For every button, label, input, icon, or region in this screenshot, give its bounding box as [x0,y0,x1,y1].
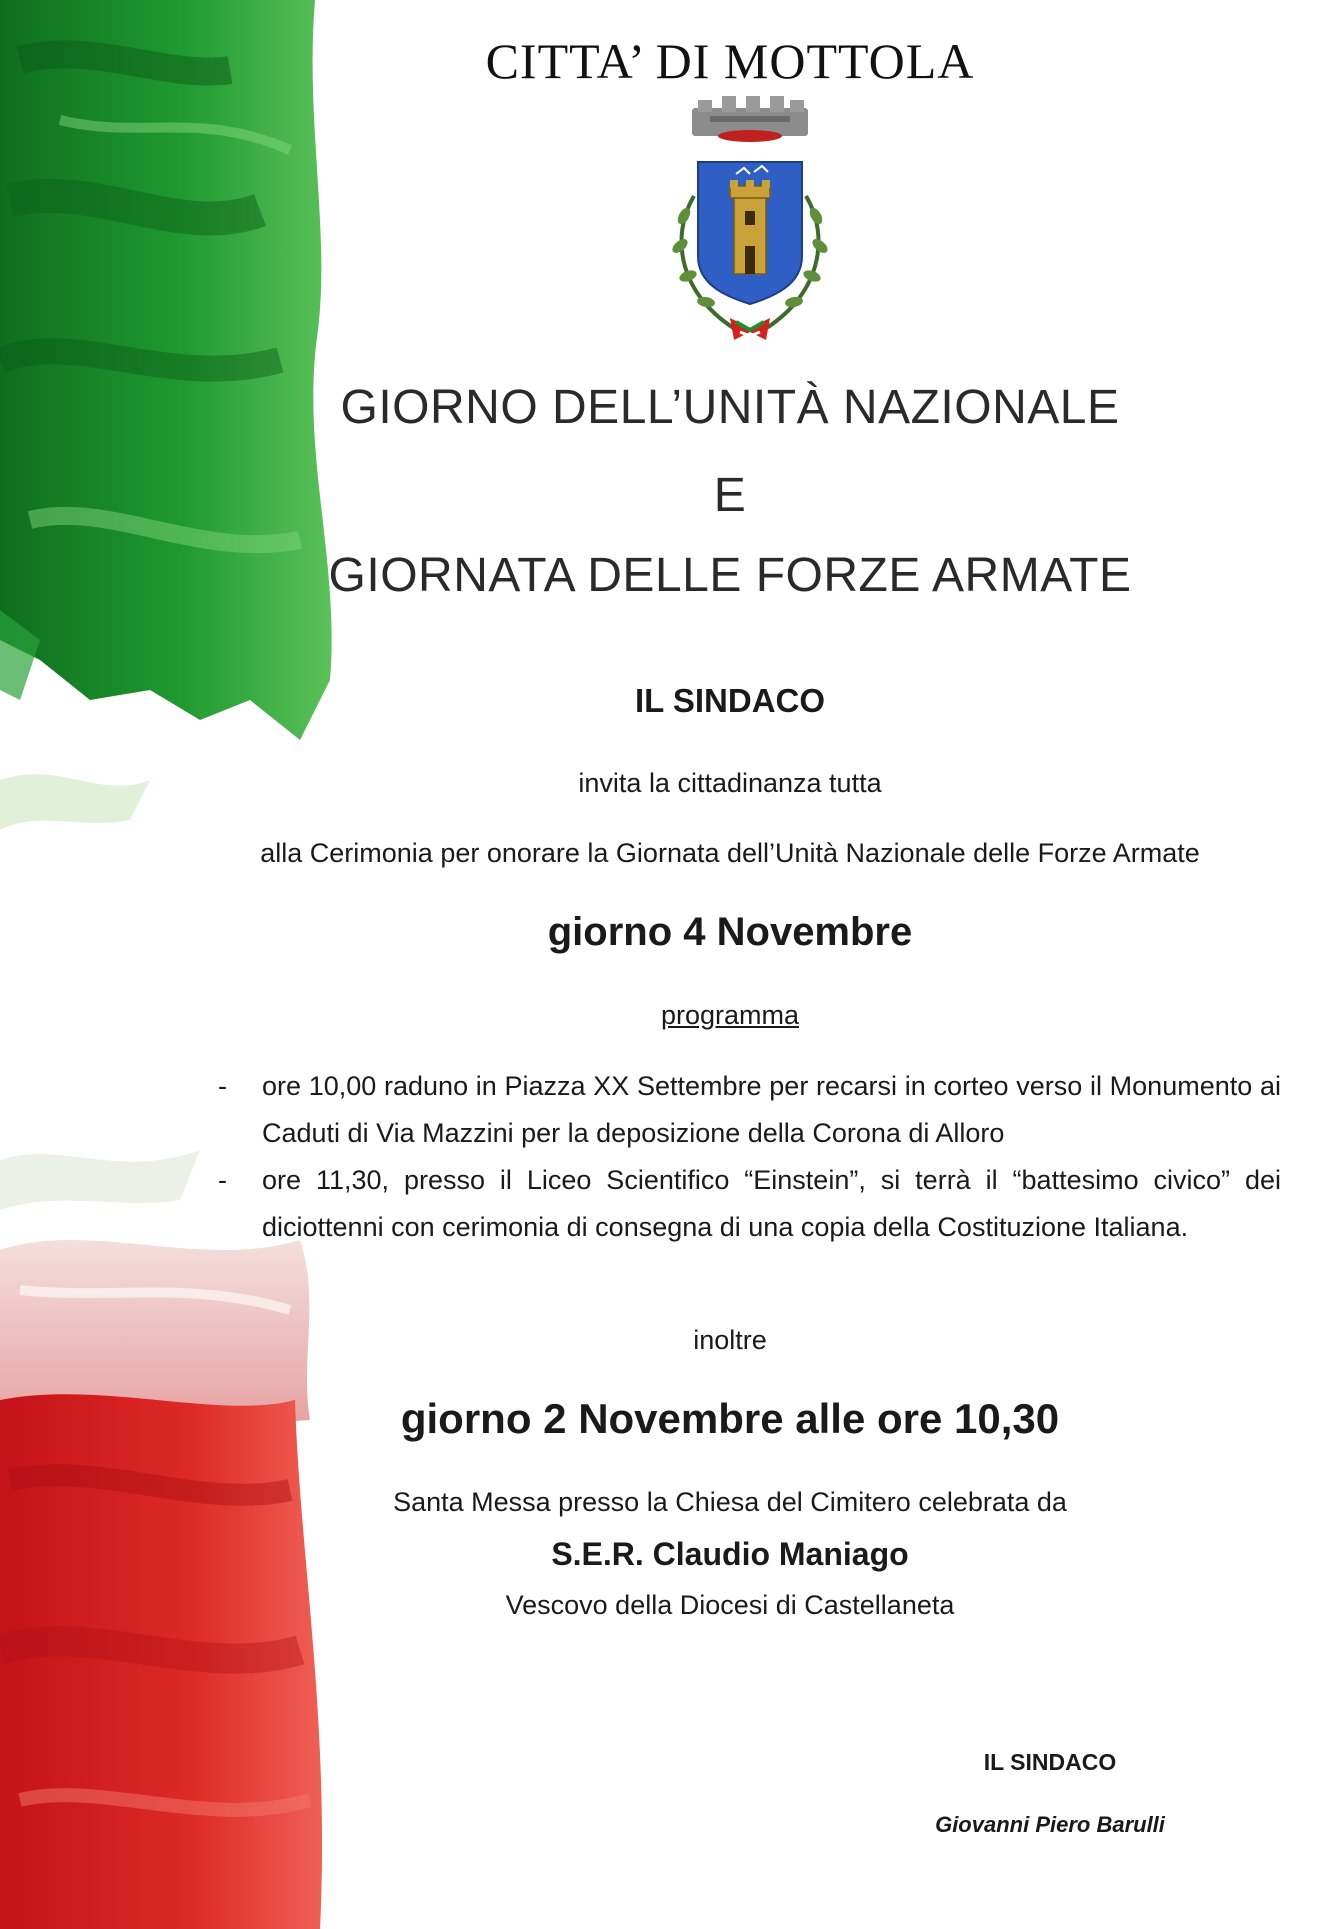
program-item-text: ore 10,00 raduno in Piazza XX Settembre per recarsi in corteo verso il Monumento ai Caduti di Via Mazzini per la deposizione della Corona di Alloro [262,1071,1281,1148]
program-list [218,1063,1281,1251]
list-bullet: - [218,1165,227,1195]
main-event-date: giorno 4 Novembre [547,910,913,954]
program-item [218,1157,1281,1251]
list-bullet: - [218,1071,227,1101]
additional-label: inoltre [693,1325,767,1355]
signature-name: Giovanni Piero Barulli [935,1812,1165,1837]
additional-event-date: giorno 2 Novembre alle ore 10,30 [400,1395,1060,1442]
mass-text: Santa Messa presso la Chiesa del Cimitero celebrata da [393,1487,1067,1517]
signature-title: IL SINDACO [983,1749,1117,1775]
program-item-text: ore 11,30, presso il Liceo Scientifico “Einstein”, si terrà il “battesimo civico” dei diciottenni con cerimonia di consegna di una copia della Costituzione Italiana. [262,1165,1281,1242]
program-label: programma [660,1000,800,1030]
ceremony-text: alla Cerimonia per onorare la Giornata dell’Unità Nazionale delle Forze Armate [260,838,1200,868]
coat-of-arms-icon [650,96,850,351]
program-item [218,1063,1281,1157]
city-name: CITTA’ DI MOTTOLA [485,33,975,89]
celebrant-title: Vescovo della Diocesi di Castellaneta [505,1590,955,1620]
invite-text: invita la cittadinanza tutta [578,768,882,798]
main-title-line2: E [713,469,747,522]
issuer-heading: IL SINDACO [634,682,826,719]
main-title-line1: GIORNO DELL’UNITÀ NAZIONALE [340,381,1120,434]
main-title-line3: GIORNATA DELLE FORZE ARMATE [328,549,1132,602]
celebrant-name: S.E.R. Claudio Maniago [551,1536,909,1572]
